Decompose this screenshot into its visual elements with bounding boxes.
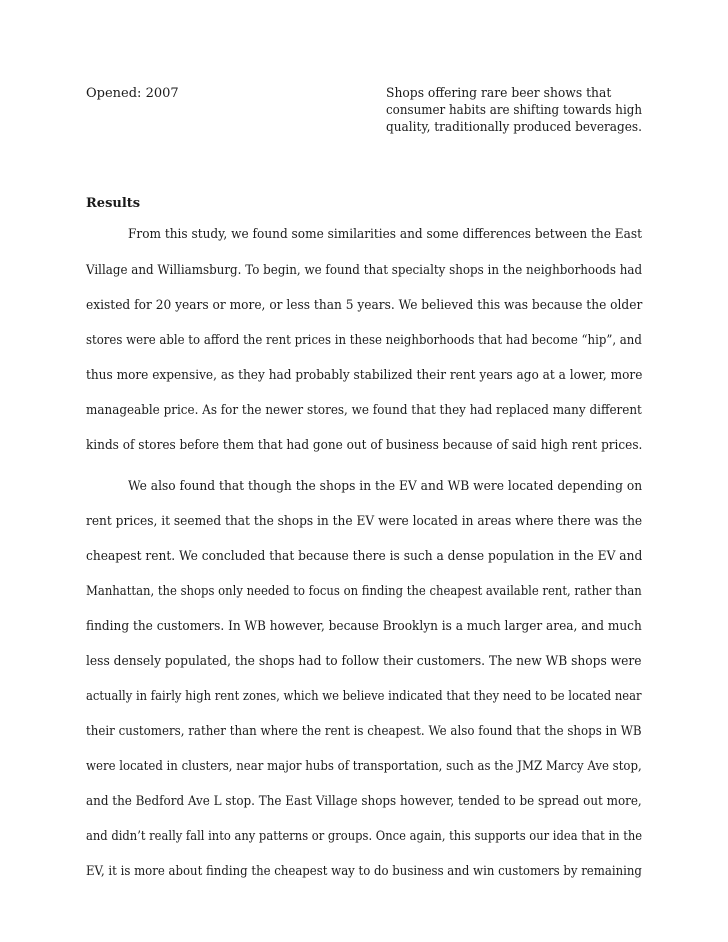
text-line: finding the customers. In WB however, because Brooklyn is a much larger area, and much (86, 619, 642, 634)
text-line: EV, it is more about finding the cheapest way to do business and win customers by remaining (86, 864, 642, 879)
results-heading: Results (86, 196, 141, 211)
text-line: thus more expensive, as they had probably stabilized their rent years ago at a lower, more (86, 368, 643, 383)
text-line: and the Bedford Ave L stop. The East Village shops however, tended to be spread out more, (86, 794, 642, 809)
side-note (386, 85, 656, 136)
text-line: their customers, rather than where the rent is cheapest. We also found that the shops in WB (86, 724, 642, 739)
text-line: rent prices, it seemed that the shops in the EV were located in areas where there was the (86, 514, 643, 529)
text-line: manageable price. As for the newer stores, we found that they had replaced many different (86, 403, 642, 418)
opened-year: Opened: 2007 (86, 86, 179, 101)
text-line: actually in fairly high rent zones, which we believe indicated that they need to be located near (86, 689, 642, 704)
text-line: stores were able to afford the rent prices in these neighborhoods that had become “hip”, and (86, 333, 642, 348)
side-note-line: quality, traditionally produced beverages. (386, 120, 642, 135)
side-note-line: consumer habits are shifting towards high (386, 103, 643, 118)
text-line: kinds of stores before them that had gone out of business because of said high rent prices. (86, 438, 643, 453)
text-line: were located in clusters, near major hubs of transportation, such as the JMZ Marcy Ave stop, (86, 759, 642, 774)
text-line: We also found that though the shops in the EV and WB were located depending on (128, 479, 643, 494)
text-line: cheapest rent. We concluded that because there is such a dense population in the EV and (86, 549, 643, 564)
text-line: Manhattan, the shops only needed to focus on finding the cheapest available rent, rather than (86, 584, 642, 599)
text-line: and didn’t really fall into any patterns or groups. Once again, this supports our idea that in the (86, 829, 643, 844)
text-line: From this study, we found some similarities and some differences between the East (128, 227, 642, 242)
side-note-line: Shops offering rare beer shows that (386, 86, 612, 101)
text-line: Village and Williamsburg. To begin, we found that specialty shops in the neighborhoods had (86, 263, 643, 278)
text-line: existed for 20 years or more, or less than 5 years. We believed this was because the older (86, 298, 643, 313)
text-line: less densely populated, the shops had to follow their customers. The new WB shops were (86, 654, 642, 669)
